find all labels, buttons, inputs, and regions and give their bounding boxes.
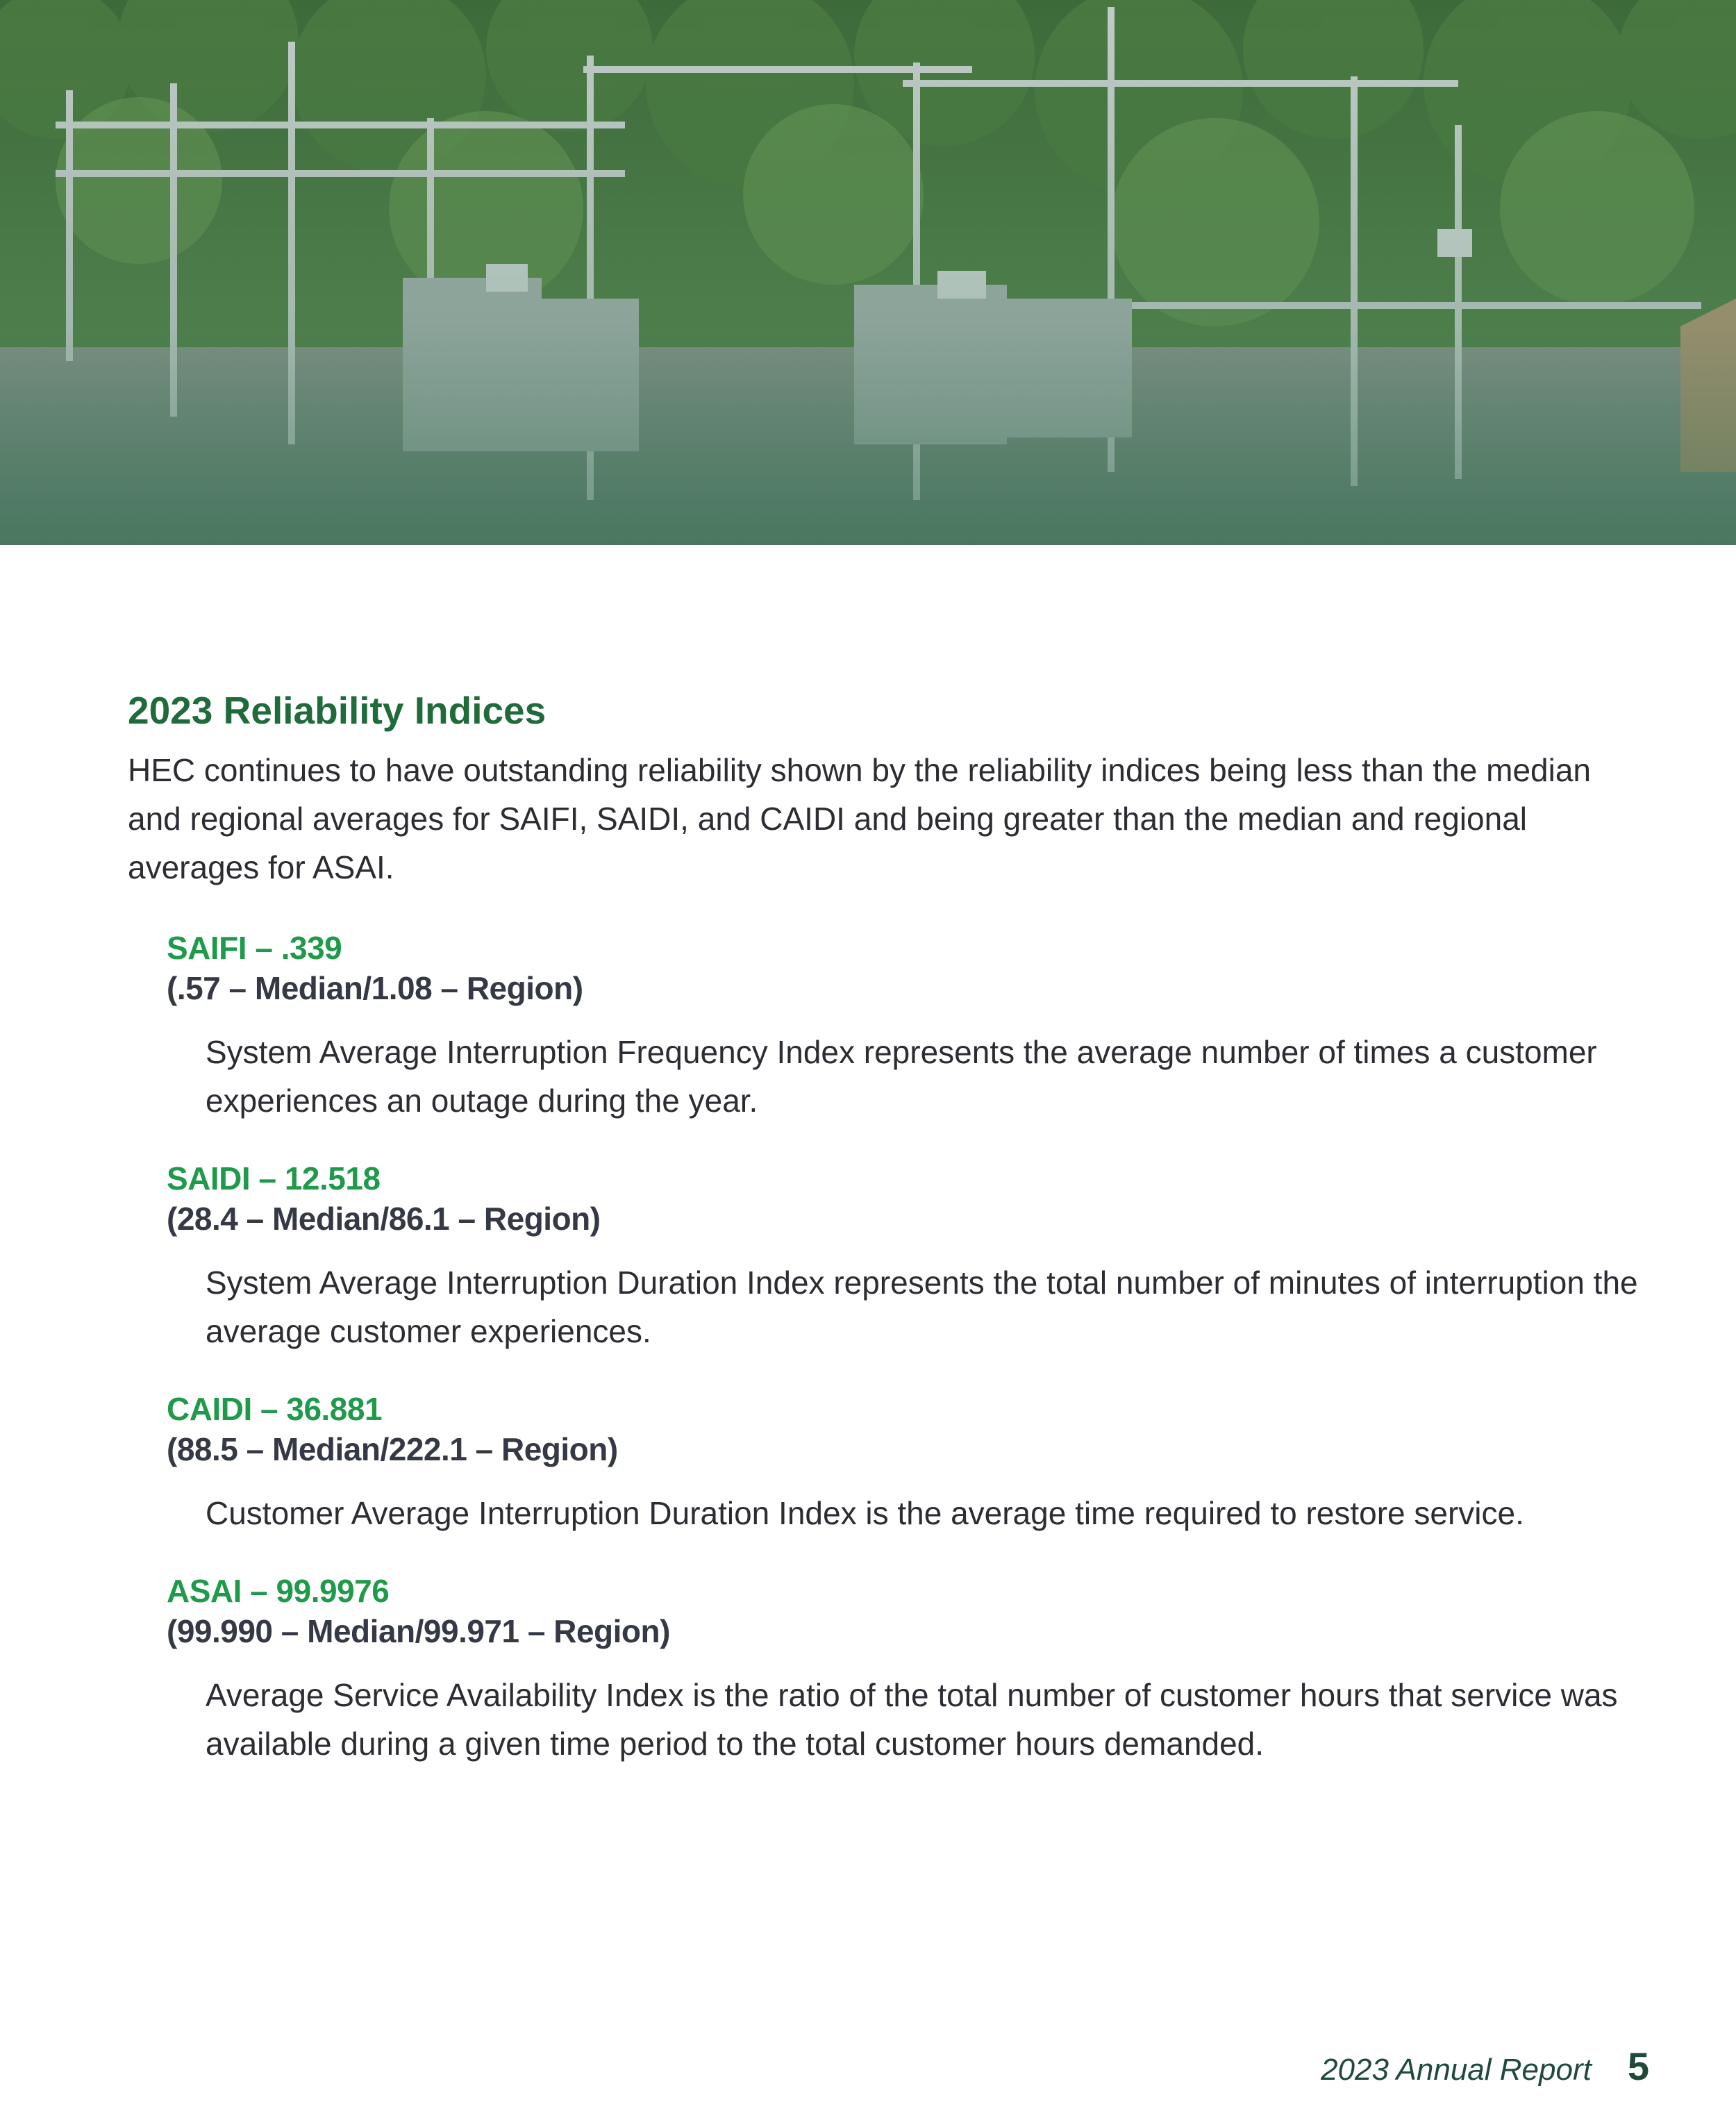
page-footer bbox=[1321, 2044, 1649, 2092]
index-description: System Average Interruption Duration Index represents the total number of minutes of interruption the average customer experiences. bbox=[206, 1265, 1638, 1349]
index-heading: CAIDI – 36.881 bbox=[167, 1391, 383, 1427]
index-heading: ASAI – 99.9976 bbox=[167, 1573, 390, 1609]
index-caidi bbox=[167, 1389, 1614, 1537]
index-description: Customer Average Interruption Duration Index is the average time required to restore service. bbox=[206, 1495, 1524, 1531]
index-comparison: (.57 – Median/1.08 – Region) bbox=[167, 970, 583, 1006]
index-comparison: (88.5 – Median/222.1 – Region) bbox=[167, 1431, 618, 1467]
index-asai bbox=[167, 1571, 1618, 1768]
index-heading: SAIFI – .339 bbox=[167, 930, 342, 966]
footer-report-label: 2023 Annual Report bbox=[1321, 2053, 1592, 2087]
index-saifi bbox=[167, 928, 1614, 1125]
indices-list bbox=[128, 928, 1638, 1768]
page-number: 5 bbox=[1627, 2044, 1649, 2088]
index-saidi bbox=[167, 1158, 1638, 1356]
intro-paragraph: HEC continues to have outstanding reliability shown by the reliability indices being less than the median and regional averages for SAIFI, SAIDI, and CAIDI and being greater than the median and regional averages for ASAI. bbox=[128, 752, 1591, 885]
reliability-section bbox=[128, 687, 1638, 1801]
index-description: Average Service Availability Index is the ratio of the total number of customer hours that service was available during a given time period to the total customer hours demanded. bbox=[206, 1677, 1618, 1762]
substation-hero-image bbox=[0, 0, 1736, 545]
index-comparison: (28.4 – Median/86.1 – Region) bbox=[167, 1201, 601, 1237]
index-heading: SAIDI – 12.518 bbox=[167, 1160, 381, 1196]
index-description: System Average Interruption Frequency Index represents the average number of times a customer experiences an outage during the year. bbox=[206, 1034, 1597, 1119]
section-title: 2023 Reliability Indices bbox=[128, 689, 546, 732]
index-comparison: (99.990 – Median/99.971 – Region) bbox=[167, 1613, 670, 1649]
